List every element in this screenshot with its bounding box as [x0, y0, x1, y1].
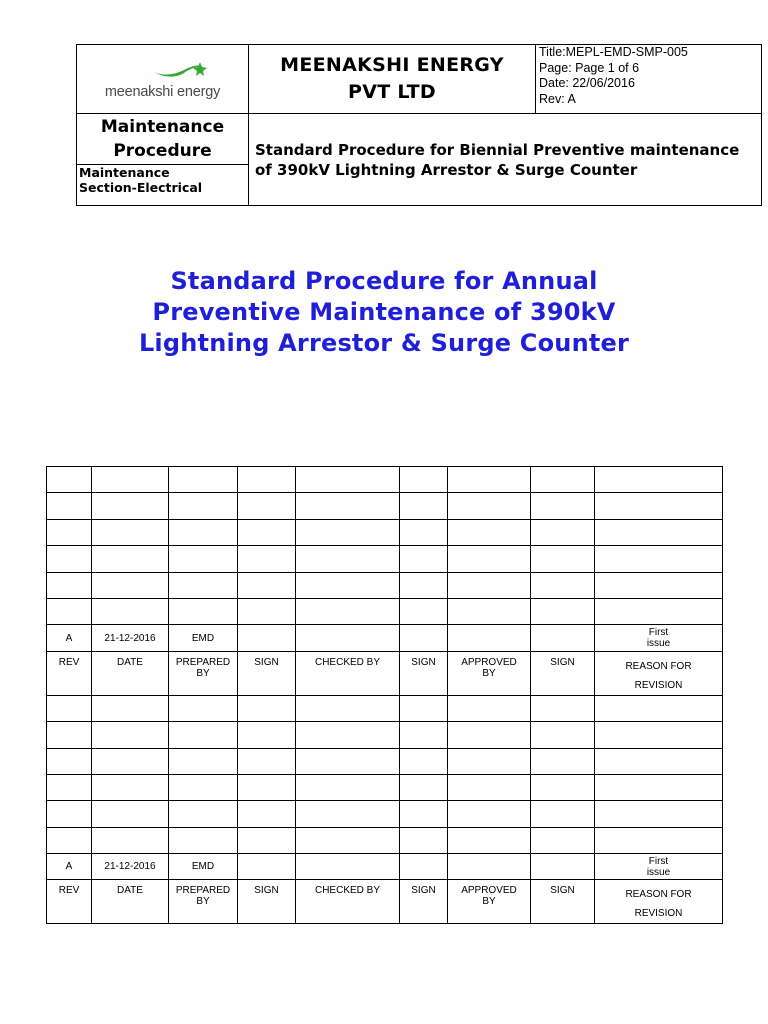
table-cell — [448, 546, 531, 572]
table-cell — [238, 598, 296, 624]
header-sign: SIGN — [400, 651, 448, 695]
table-cell — [169, 748, 238, 774]
table-cell — [47, 598, 92, 624]
table-cell — [47, 748, 92, 774]
table-cell — [238, 774, 296, 800]
table-cell — [531, 722, 595, 748]
table-cell — [92, 493, 169, 519]
table-cell — [92, 722, 169, 748]
header-checked-by: CHECKED BY — [296, 880, 400, 924]
table-cell — [92, 748, 169, 774]
date-cell: 21-12-2016 — [92, 854, 169, 880]
header-prepared-by: PREPARED BY — [169, 651, 238, 695]
table-cell — [169, 695, 238, 721]
table-row-empty — [47, 827, 723, 853]
table-cell — [296, 801, 400, 827]
table-cell — [238, 467, 296, 493]
header-checked-by: CHECKED BY — [296, 651, 400, 695]
doc-type: Maintenance Procedure — [77, 114, 249, 164]
table-cell — [47, 695, 92, 721]
table-cell — [531, 598, 595, 624]
logo-text: meenakshi energy — [104, 84, 221, 101]
table-cell — [400, 598, 448, 624]
table-cell — [448, 519, 531, 545]
logo-swoosh-icon — [88, 58, 238, 80]
doc-page: Page: Page 1 of 6 — [539, 60, 640, 75]
page-title: Standard Procedure for Annual Preventive Maintenance of 390kV Lightning Arrestor & Surge Counter — [138, 267, 630, 357]
rev-cell: A — [47, 625, 92, 651]
header-reason: REASON FOR REVISION — [595, 880, 723, 924]
header-approved-by: APPROVED BY — [448, 880, 531, 924]
header-reason: REASON FOR REVISION — [595, 651, 723, 695]
table-cell — [531, 519, 595, 545]
table-cell — [531, 801, 595, 827]
table-cell — [238, 827, 296, 853]
table-cell — [238, 519, 296, 545]
table-header-row — [47, 651, 723, 695]
table-cell — [448, 748, 531, 774]
table-cell — [595, 546, 723, 572]
table-cell — [92, 827, 169, 853]
table-cell — [296, 467, 400, 493]
header-sign: SIGN — [400, 880, 448, 924]
document-meta — [536, 45, 762, 114]
table-cell — [400, 572, 448, 598]
table-row-empty — [47, 572, 723, 598]
table-row-empty — [47, 801, 723, 827]
table-cell — [238, 572, 296, 598]
table-cell — [47, 519, 92, 545]
table-cell — [92, 695, 169, 721]
table-cell — [92, 546, 169, 572]
table-cell — [47, 801, 92, 827]
table-cell — [448, 801, 531, 827]
table-cell — [296, 519, 400, 545]
table-row-entry — [47, 625, 723, 651]
rev-cell: A — [47, 854, 92, 880]
table-cell — [531, 546, 595, 572]
table-cell — [595, 519, 723, 545]
table-cell — [296, 598, 400, 624]
table-cell — [400, 467, 448, 493]
header-prepared-by: PREPARED BY — [169, 880, 238, 924]
header-date: DATE — [92, 651, 169, 695]
table-cell — [531, 572, 595, 598]
table-cell — [296, 774, 400, 800]
table-header-row — [47, 880, 723, 924]
header-approved-by: APPROVED BY — [448, 651, 531, 695]
table-cell — [238, 801, 296, 827]
table-cell — [47, 572, 92, 598]
table-cell — [448, 827, 531, 853]
sign-cell — [531, 625, 595, 651]
table-cell — [448, 598, 531, 624]
table-row-empty — [47, 722, 723, 748]
table-cell — [595, 722, 723, 748]
header-sign: SIGN — [238, 651, 296, 695]
checked-by-cell — [296, 625, 400, 651]
table-cell — [531, 748, 595, 774]
sign-cell — [238, 625, 296, 651]
table-cell — [595, 827, 723, 853]
table-cell — [169, 598, 238, 624]
header-rev: REV — [47, 880, 92, 924]
table-cell — [169, 467, 238, 493]
table-cell — [296, 748, 400, 774]
table-cell — [595, 467, 723, 493]
company-name: MEENAKSHI ENERGY PVT LTD — [249, 45, 536, 114]
table-cell — [400, 519, 448, 545]
table-cell — [448, 467, 531, 493]
approved-by-cell — [448, 854, 531, 880]
checked-by-cell — [296, 854, 400, 880]
doc-date: Date: 22/06/2016 — [539, 76, 635, 90]
section-label: Maintenance Section-Electrical — [77, 164, 249, 205]
table-cell — [595, 801, 723, 827]
sign-cell — [238, 854, 296, 880]
approved-by-cell — [448, 625, 531, 651]
procedure-title: Standard Procedure for Biennial Preventive maintenance of 390kV Lightning Arrestor & Surge Counter — [249, 114, 762, 206]
table-cell — [531, 827, 595, 853]
table-cell — [400, 546, 448, 572]
table-cell — [595, 695, 723, 721]
table-cell — [400, 827, 448, 853]
table-cell — [595, 774, 723, 800]
table-cell — [92, 572, 169, 598]
table-cell — [400, 748, 448, 774]
table-cell — [531, 695, 595, 721]
document-header — [76, 44, 762, 206]
table-row-entry — [47, 854, 723, 880]
table-cell — [296, 546, 400, 572]
reason-cell: First issue — [595, 854, 723, 880]
table-cell — [47, 493, 92, 519]
table-cell — [400, 695, 448, 721]
table-cell — [169, 774, 238, 800]
table-cell — [448, 774, 531, 800]
prepared-by-cell: EMD — [169, 625, 238, 651]
table-cell — [531, 467, 595, 493]
table-cell — [92, 801, 169, 827]
table-cell — [400, 801, 448, 827]
header-date: DATE — [92, 880, 169, 924]
table-cell — [169, 493, 238, 519]
table-cell — [400, 774, 448, 800]
table-cell — [296, 695, 400, 721]
table-cell — [47, 546, 92, 572]
header-sign: SIGN — [238, 880, 296, 924]
prepared-by-cell: EMD — [169, 854, 238, 880]
table-row-empty — [47, 748, 723, 774]
table-cell — [92, 467, 169, 493]
table-cell — [92, 774, 169, 800]
table-cell — [448, 722, 531, 748]
table-cell — [296, 827, 400, 853]
table-cell — [169, 801, 238, 827]
date-cell: 21-12-2016 — [92, 625, 169, 651]
table-cell — [47, 467, 92, 493]
table-cell — [400, 722, 448, 748]
table-cell — [47, 722, 92, 748]
doc-title: Title:MEPL-EMD-SMP-005 — [539, 45, 688, 59]
table-cell — [400, 493, 448, 519]
table-row-empty — [47, 598, 723, 624]
table-cell — [169, 546, 238, 572]
header-rev: REV — [47, 651, 92, 695]
table-cell — [169, 722, 238, 748]
table-cell — [92, 519, 169, 545]
table-cell — [296, 572, 400, 598]
table-cell — [296, 722, 400, 748]
revision-table — [46, 466, 723, 924]
table-cell — [448, 695, 531, 721]
table-row-empty — [47, 519, 723, 545]
table-cell — [531, 774, 595, 800]
table-cell — [169, 827, 238, 853]
table-cell — [47, 827, 92, 853]
table-cell — [169, 572, 238, 598]
table-cell — [595, 748, 723, 774]
table-cell — [595, 598, 723, 624]
table-row-empty — [47, 774, 723, 800]
table-cell — [448, 493, 531, 519]
table-row-empty — [47, 695, 723, 721]
sign-cell — [400, 854, 448, 880]
table-cell — [531, 493, 595, 519]
table-row-empty — [47, 467, 723, 493]
table-row-empty — [47, 493, 723, 519]
header-sign: SIGN — [531, 651, 595, 695]
sign-cell — [400, 625, 448, 651]
table-cell — [238, 695, 296, 721]
table-cell — [448, 572, 531, 598]
table-cell — [238, 722, 296, 748]
table-cell — [595, 493, 723, 519]
table-cell — [169, 519, 238, 545]
table-row-empty — [47, 546, 723, 572]
reason-cell: First issue — [595, 625, 723, 651]
table-cell — [47, 774, 92, 800]
table-cell — [595, 572, 723, 598]
table-cell — [92, 598, 169, 624]
table-cell — [296, 493, 400, 519]
doc-rev: Rev: A — [539, 91, 576, 106]
table-cell — [238, 493, 296, 519]
header-sign: SIGN — [531, 880, 595, 924]
table-cell — [238, 748, 296, 774]
company-logo — [77, 45, 249, 114]
table-cell — [238, 546, 296, 572]
sign-cell — [531, 854, 595, 880]
